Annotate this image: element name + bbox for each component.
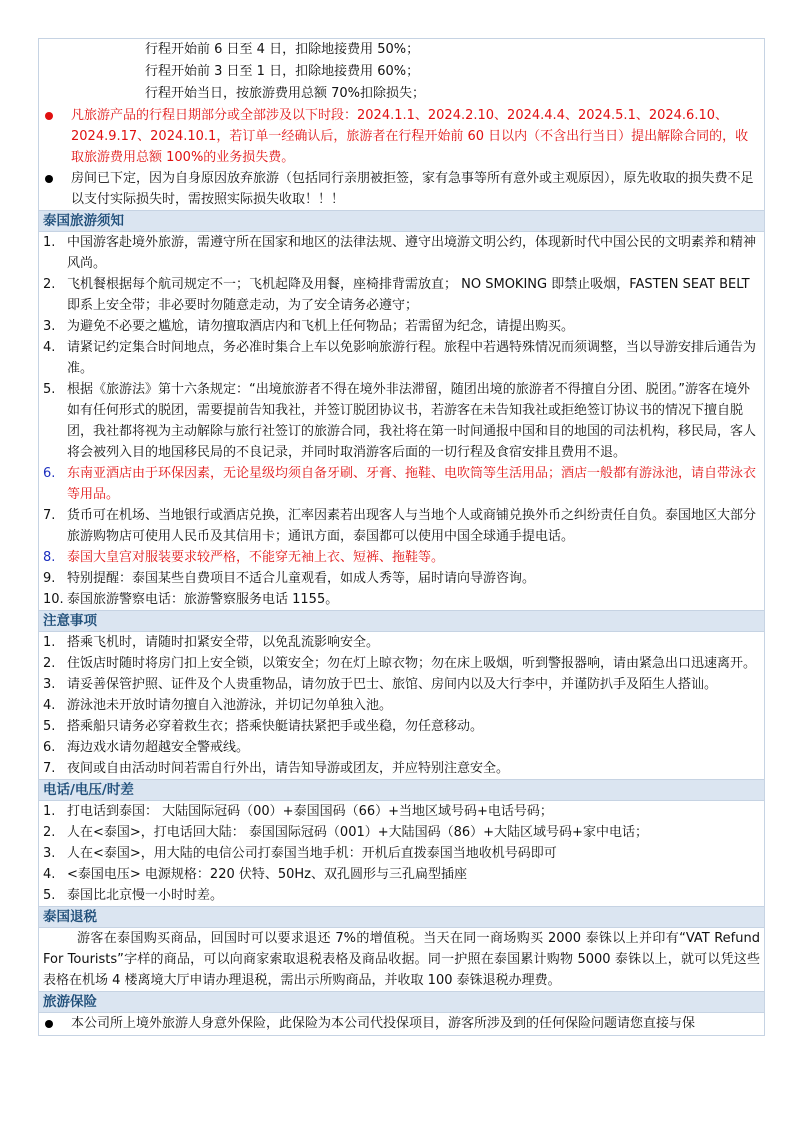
list-number: 4. — [43, 340, 56, 355]
list-item — [39, 737, 764, 758]
list-item-text: 人在<泰国>，打电话回大陆： 泰国国际冠码（001）+大陆国码（86）+大陆区域号码+家中电话； — [67, 825, 648, 840]
list-item — [39, 505, 764, 547]
list-item-text: 请妥善保管护照、证件及个人贵重物品，请勿放于巴士、旅馆、房间内以及大行李中，并谨防扒手及陌生人搭讪。 — [67, 677, 718, 692]
section-phone-voltage — [39, 780, 764, 907]
cancellation-line: 行程开始前 6 日至 4 日，扣除地接费用 50%； — [145, 42, 420, 57]
list-number: 3. — [43, 677, 56, 692]
list-item-text: 海边戏水请勿超越安全警戒线。 — [67, 740, 250, 755]
list-number: 1. — [43, 235, 56, 250]
section-heading: 电话/电压/时差 — [39, 780, 764, 801]
list-number: 7. — [43, 761, 56, 776]
list-item — [39, 822, 764, 843]
list-item-text: 东南亚酒店由于环保因素，无论星级均须自备牙刷、牙膏、拖鞋、电吹筒等生活用品；酒店一般都有游泳池，请自带泳衣等用品。 — [67, 466, 757, 502]
list-item — [39, 653, 764, 674]
list-number: 4. — [43, 867, 56, 882]
list-number: 2. — [43, 277, 56, 292]
section-heading: 旅游保险 — [39, 992, 764, 1013]
list-item — [39, 379, 764, 463]
numbered-list — [39, 801, 764, 906]
bullet-item — [39, 105, 764, 168]
cancellation-policy-block — [39, 39, 764, 211]
section-heading: 泰国退税 — [39, 907, 764, 928]
list-item — [39, 885, 764, 906]
list-item-text: 打电话到泰国： 大陆国际冠码（00）+泰国国码（66）+当地区域号码+电话号码； — [67, 804, 553, 819]
list-item-text: 货币可在机场、当地银行或酒店兑换，汇率因素若出现客人与当地个人或商铺兑换外币之纠纷责任自负。泰国地区大部分旅游购物店可使用人民币及其信用卡；通讯方面，泰国都可以使用中国全球通手提电话。 — [67, 508, 757, 544]
list-number: 10. — [43, 592, 64, 607]
bullet-marker — [39, 1013, 71, 1035]
list-number: 8. — [43, 550, 56, 565]
list-number: 4. — [43, 698, 56, 713]
section-tax-refund — [39, 907, 764, 992]
bullet-item — [39, 168, 764, 210]
list-item — [39, 547, 764, 568]
list-item-text: 飞机餐根据每个航司规定不一；飞机起降及用餐，座椅排背需放直； NO SMOKING 即禁止吸烟，FASTEN SEAT BELT 即系上安全带；非必要时勿随意走动，为了安全请务必遵守； — [67, 277, 750, 313]
section-precautions — [39, 611, 764, 780]
bullet-dot-icon — [45, 1020, 53, 1028]
list-item-text: 特别提醒：泰国某些自费项目不适合儿童观看，如成人秀等，届时请向导游咨询。 — [67, 571, 536, 586]
list-number: 2. — [43, 656, 56, 671]
bullet-dot-icon — [45, 175, 53, 183]
list-item-text: 搭乘船只请务必穿着救生衣；搭乘快艇请扶紧把手或坐稳，勿任意移动。 — [67, 719, 484, 734]
list-item-text: 为避免不必要之尴尬，请勿擅取酒店内和飞机上任何物品；若需留为纪念，请提出购买。 — [67, 319, 575, 334]
bullet-item — [39, 1013, 764, 1035]
section-thailand-notice — [39, 211, 764, 611]
list-item — [39, 674, 764, 695]
list-item — [39, 232, 764, 274]
list-number: 6. — [43, 466, 56, 481]
list-item — [39, 716, 764, 737]
list-item-text: 游泳池未开放时请勿擅自入池游泳，并切记勿单独入池。 — [67, 698, 393, 713]
list-item-text: 搭乘飞机时，请随时扣紧安全带，以免乱流影响安全。 — [67, 635, 380, 650]
list-number: 1. — [43, 804, 56, 819]
list-item — [39, 695, 764, 716]
list-item — [39, 337, 764, 379]
list-number: 6. — [43, 740, 56, 755]
holiday-cancellation-notice: 凡旅游产品的行程日期部分或全部涉及以下时段：2024.1.1、2024.2.10、2024.4.4、2024.5.1、2024.6.10、2024.9.17、2024.10.1，若订单一经确认后，旅游者在行程开始前 60 日以内（不含出行当日）提出解除合同的，收取旅游费用总额 100%的业务损失费。 — [71, 108, 749, 165]
list-item — [39, 316, 764, 337]
list-number: 9. — [43, 571, 56, 586]
list-item-text: 中国游客赴境外旅游，需遵守所在国家和地区的法律法规、遵守出境游文明公约，体现新时代中国公民的文明素养和精神风尚。 — [67, 235, 757, 271]
list-item-text: 夜间或自由活动时间若需自行外出，请告知导游或团友，并应特别注意安全。 — [67, 761, 510, 776]
insurance-text: 本公司所上境外旅游人身意外保险，此保险为本公司代投保项目，游客所涉及到的任何保险问题请您直接与保 — [71, 1016, 696, 1031]
list-item-text: 泰国比北京慢一小时时差。 — [67, 888, 224, 903]
list-number: 5. — [43, 382, 56, 397]
list-number: 1. — [43, 635, 56, 650]
cancellation-line: 行程开始当日，按旅游费用总额 70%扣除损失； — [145, 86, 426, 101]
bullet-marker — [39, 105, 71, 168]
list-number: 5. — [43, 888, 56, 903]
tax-refund-paragraph: 游客在泰国购买商品，回国时可以要求退还 7%的增值税。当天在同一商场购买 2000 泰铢以上并印有“VAT Refund For Tourists”字样的商品，可以向商家索取退税表格及商品收据。同一护照在泰国累计购物 5000 泰铢以上，就可以凭这些表格在机场 4 楼离境大厅申请办理退税，需出示所购商品，并收取 100 泰铢退税办理费。 — [43, 931, 760, 988]
bullet-dot-icon — [45, 112, 53, 120]
list-item — [39, 758, 764, 779]
section-insurance — [39, 992, 764, 1035]
list-number: 3. — [43, 846, 56, 861]
list-number: 3. — [43, 319, 56, 334]
list-item-text: 住饭店时随时将房门扣上安全锁，以策安全；勿在灯上晾衣物；勿在床上吸烟，听到警报器响，请由紧急出口迅速离开。 — [67, 656, 757, 671]
section-heading: 注意事项 — [39, 611, 764, 632]
list-item — [39, 801, 764, 822]
list-item — [39, 843, 764, 864]
cancellation-line: 行程开始前 3 日至 1 日，扣除地接费用 60%； — [145, 64, 420, 79]
room-cancellation-notice: 房间已下定，因为自身原因放弃旅游（包括同行亲朋被拒签，家有急事等所有意外或主观原因），原先收取的损失费不足以支付实际损失时，需按照实际损失收取！！！ — [71, 171, 754, 207]
numbered-list — [39, 632, 764, 779]
numbered-list — [39, 232, 764, 610]
list-item-text: 泰国旅游警察电话：旅游警察服务电话 1155。 — [67, 592, 339, 607]
list-number: 2. — [43, 825, 56, 840]
list-item-text: 根据《旅游法》第十六条规定：“出境旅游者不得在境外非法滞留，随团出境的旅游者不得擅自分团、脱团。”游客在境外如有任何形式的脱团，需要提前告知我社，并签订脱团协议书，若游客在未告知我社或拒绝签订协议书的情况下擅自脱团，我社都将视为主动解除与旅行社签订的旅游合同，我社将在第一时间通报中国和目的地国的司法机构，移民局，客人将会被列入目的地国移民局的不良记录，并同时取消游客后面的一切行程及食宿安排且费用不退。 — [67, 382, 757, 460]
list-number: 7. — [43, 508, 56, 523]
list-item-text: 请紧记约定集合时间地点，务必准时集合上车以免影响旅游行程。旅程中若遇特殊情况而须调整，当以导游安排后通告为准。 — [67, 340, 757, 376]
bullet-marker — [39, 168, 71, 210]
list-item — [39, 274, 764, 316]
document-page — [38, 38, 765, 1036]
list-item-text: 人在<泰国>，用大陆的电信公司打泰国当地手机：开机后直拨泰国当地收机号码即可 — [67, 846, 557, 861]
list-item — [39, 463, 764, 505]
list-item — [39, 864, 764, 885]
section-heading: 泰国旅游须知 — [39, 211, 764, 232]
list-item — [39, 632, 764, 653]
list-item — [39, 589, 764, 610]
list-item-text: 泰国大皇宫对服装要求较严格，不能穿无袖上衣、短裤、拖鞋等。 — [67, 550, 445, 565]
list-item — [39, 568, 764, 589]
list-number: 5. — [43, 719, 56, 734]
list-item-text: <泰国电压> 电源规格：220 伏特、50Hz、双孔圆形与三孔扁型插座 — [67, 867, 468, 882]
